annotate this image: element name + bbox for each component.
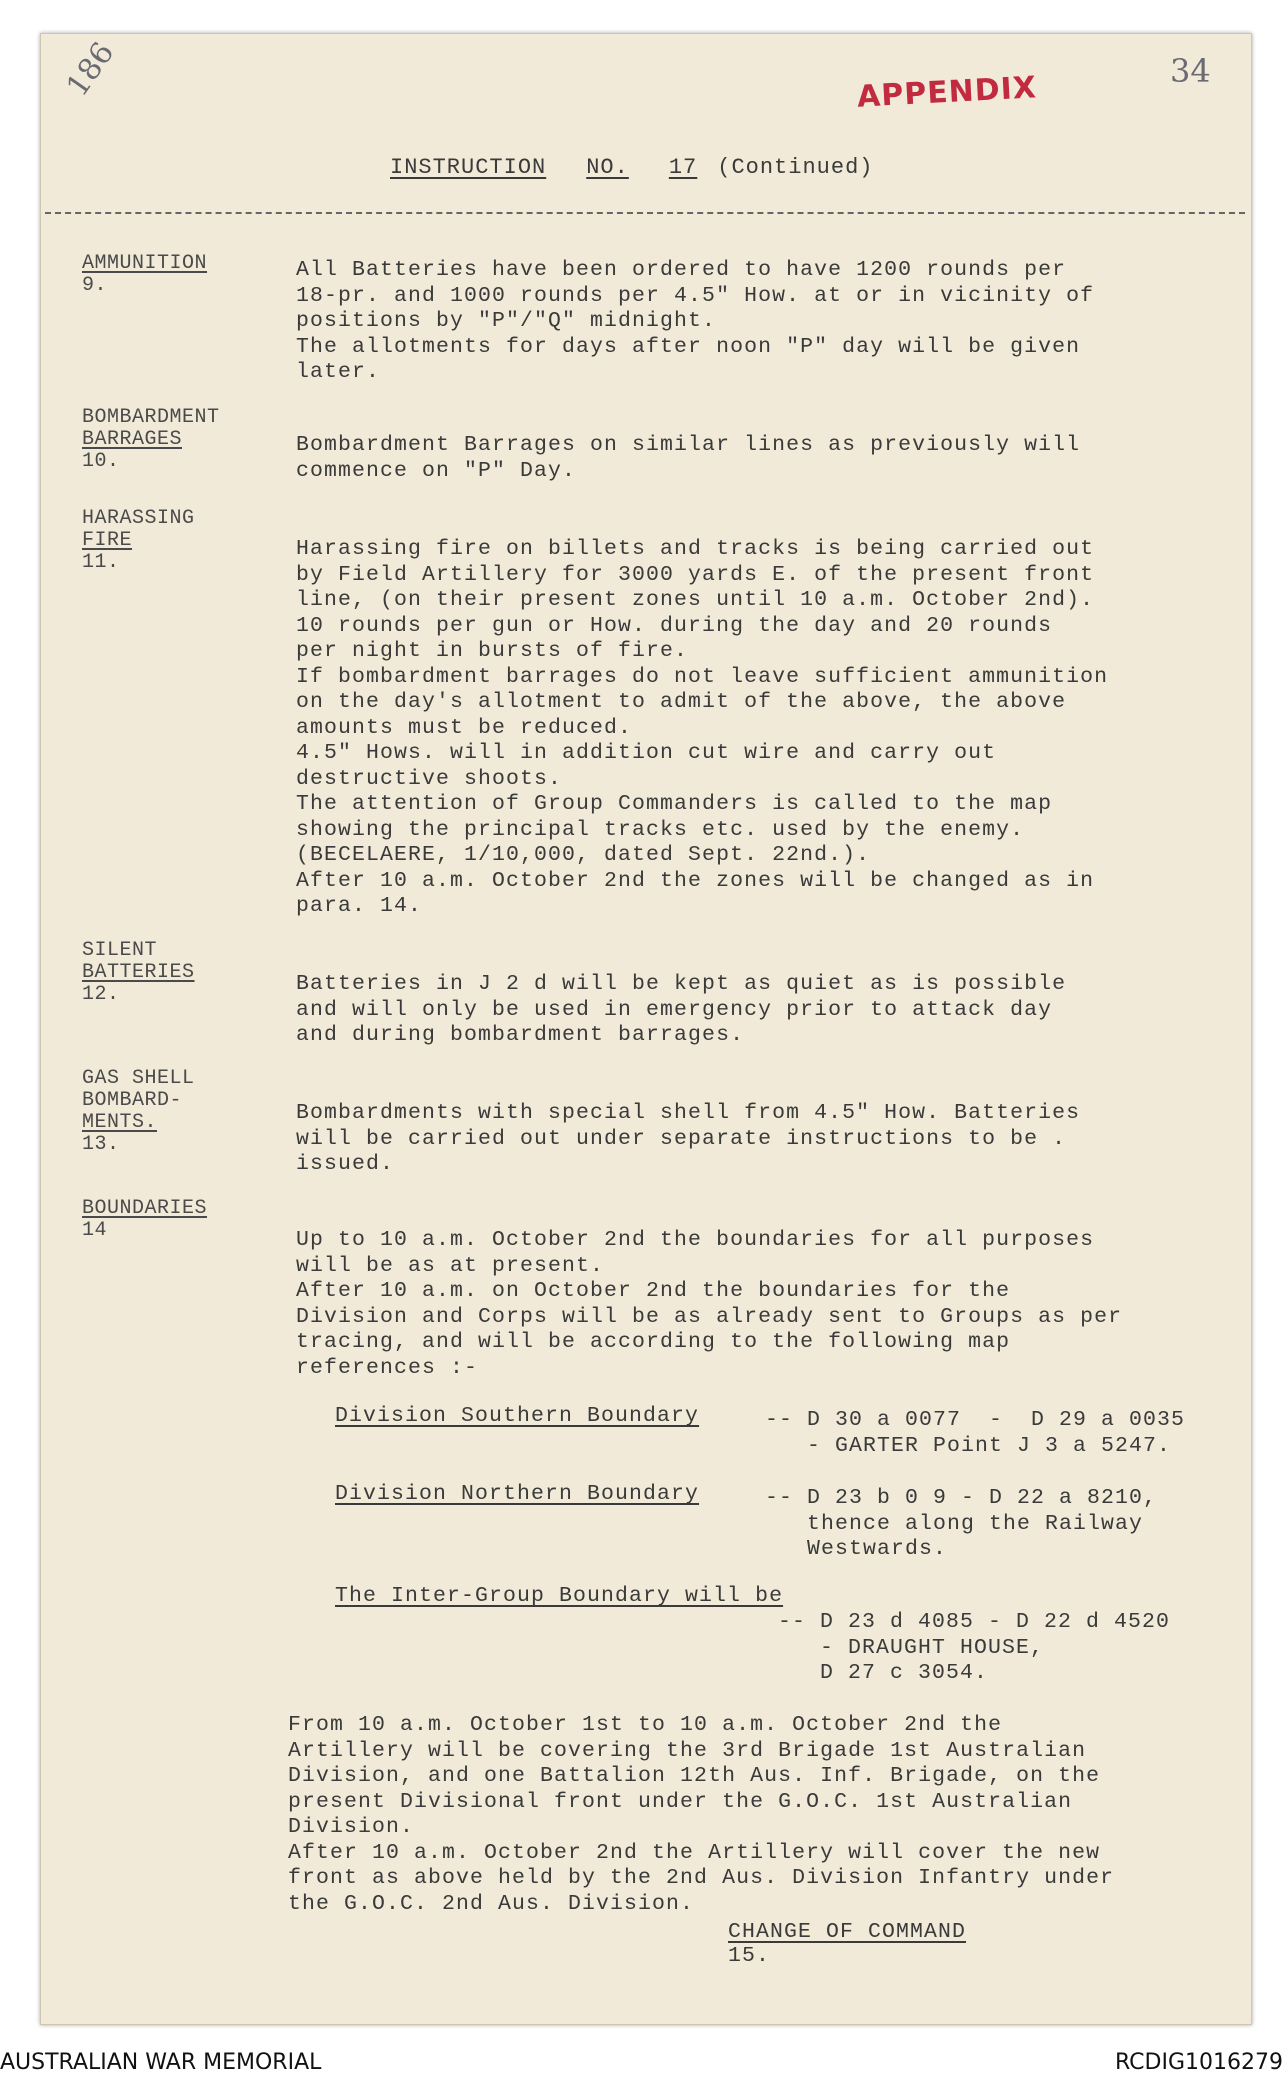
section-14-body: Up to 10 a.m. October 2nd the boundaries for all purposes will be as at present. After 10 a.m. on October 2nd the boundaries for the Division and Corps will be as already sent to Groups as per tracing, and will be according to the following map references :-: [296, 1228, 1123, 1380]
section-10-title: BOMBARDMENT BARRAGES 10.: [82, 406, 220, 473]
heading-instruction: INSTRUCTION: [390, 155, 547, 180]
section-9-title: AMMUNITION 9.: [82, 252, 208, 297]
section-10-body: Bombardment Barrages on similar lines as previously will commence on "P" Day.: [296, 433, 1081, 483]
document-heading: [390, 155, 913, 180]
footer-source: AUSTRALIAN WAR MEMORIAL: [0, 2050, 322, 2075]
section-9-body: All Batteries have been ordered to have 1200 rounds per 18-pr. and 1000 rounds per 4.5" How. at or in vicinity of positions by "P"/"Q" midnight. The allotments for days after noon "P" day will be given later.: [296, 258, 1095, 384]
section-12-body: Batteries in J 2 d will be kept as quiet as is possible and will only be used in emergency prior to attack day and during bombardment barrages.: [296, 972, 1067, 1047]
change-of-command-number: 15.: [728, 1944, 771, 1968]
appendix-stamp: APPENDIX: [856, 70, 1038, 115]
footer-id: RCDIG1016279: [1114, 2050, 1283, 2075]
boundary-northern-ref: -- D 23 b 0 9 - D 22 a 8210, thence along the Railway Westwards.: [765, 1486, 1158, 1561]
pencil-folio-number: 186: [59, 36, 122, 103]
change-of-command-title: CHANGE OF COMMAND: [728, 1920, 967, 1944]
heading-no: NO.: [586, 155, 629, 180]
heading-number: 17: [668, 155, 698, 180]
boundary-northern-label: Division Northern Boundary: [335, 1482, 700, 1506]
inter-group-boundary-label: The Inter-Group Boundary will be: [335, 1584, 784, 1608]
section-12-title: SILENT BATTERIES 12.: [82, 939, 195, 1006]
section-13-title: GAS SHELL BOMBARD- MENTS. 13.: [82, 1067, 195, 1156]
section-14-title: BOUNDARIES 14: [82, 1197, 208, 1242]
section-13-body: Bombardments with special shell from 4.5" How. Batteries will be carried out under separate instructions to be . issued.: [296, 1101, 1081, 1176]
heading-continued: (Continued): [717, 155, 874, 180]
section-11-title: HARASSING FIRE 11.: [82, 507, 195, 574]
boundary-southern-label: Division Southern Boundary: [335, 1404, 700, 1428]
boundary-southern-ref: -- D 30 a 0077 - D 29 a 0035 - GARTER Point J 3 a 5247.: [765, 1408, 1186, 1458]
page-number: 34: [1170, 52, 1211, 90]
heading-divider: [45, 212, 1245, 214]
inter-group-boundary-ref: -- D 23 d 4085 - D 22 d 4520 - DRAUGHT HOUSE, D 27 c 3054.: [778, 1610, 1171, 1685]
closing-paragraph: From 10 a.m. October 1st to 10 a.m. October 2nd the Artillery will be covering the 3rd Brigade 1st Australian Division, and one Battalion 12th Aus. Inf. Brigade, on the present Divisional front under the G.O.C. 1st Australian Division. After 10 a.m. October 2nd the Artillery will cover the new front as above held by the 2nd Aus. Division Infantry under the G.O.C. 2nd Aus. Division.: [288, 1713, 1115, 1916]
section-11-body: Harassing fire on billets and tracks is being carried out by Field Artillery for 3000 yards E. of the present front line, (on their present zones until 10 a.m. October 2nd). 10 rounds per gun or How. during the day and 20 rounds per night in bursts of fire. If bombardment barrages do not leave sufficient ammunition on the day's allotment to admit of the above, the above amounts must be reduced. 4.5" Hows. will in addition cut wire and carry out destructive shoots. The attention of Group Commanders is called to the map showing the principal tracks etc. used by the enemy. (BECELAERE, 1/10,000, dated Sept. 22nd.). After 10 a.m. October 2nd the zones will be changed as in para. 14.: [296, 537, 1109, 918]
